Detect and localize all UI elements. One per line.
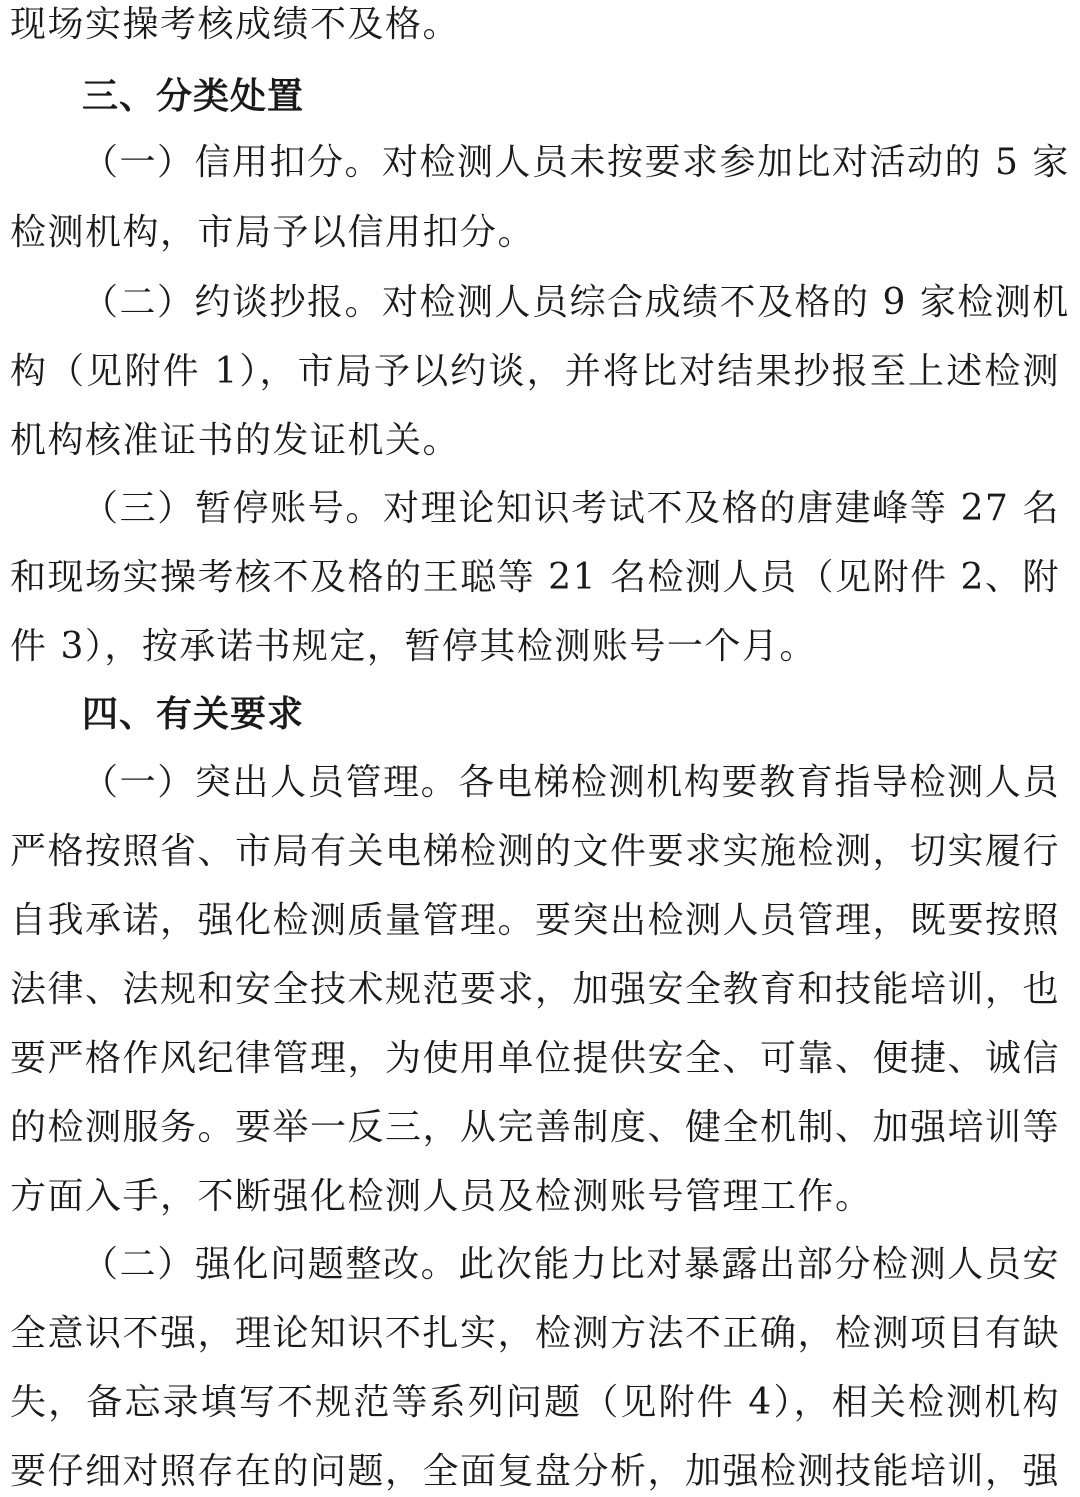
paragraph-line: 失，备忘录填写不规范等系列问题（见附件 4），相关检测机构: [10, 1382, 1060, 1423]
paragraph-line: （一）突出人员管理。各电梯检测机构要教育指导检测人员: [82, 762, 1060, 803]
paragraph-line: 检测机构，市局予以信用扣分。: [10, 212, 536, 253]
paragraph-line: （一）信用扣分。对检测人员未按要求参加比对活动的 5 家: [82, 142, 1070, 183]
paragraph-line: 严格按照省、市局有关电梯检测的文件要求实施检测，切实履行: [10, 831, 1061, 872]
section-heading-3: 三、分类处置: [82, 76, 305, 117]
paragraph-line: （二）强化问题整改。此次能力比对暴露出部分检测人员安: [82, 1244, 1060, 1285]
paragraph-line: 方面入手，不断强化检测人员及检测账号管理工作。: [10, 1176, 873, 1217]
paragraph-line: 要严格作风纪律管理，为使用单位提供安全、可靠、便捷、诚信: [10, 1038, 1061, 1079]
paragraph-line: 和现场实操考核不及格的王聪等 21 名检测人员（见附件 2、附: [10, 557, 1060, 598]
paragraph-line: 要仔细对照存在的问题，全面复盘分析，加强检测技能培训，强: [10, 1451, 1061, 1492]
paragraph-line: 法律、法规和安全技术规范要求，加强安全教育和技能培训，也: [10, 969, 1061, 1010]
section-heading-4: 四、有关要求: [82, 694, 305, 735]
paragraph-line: 全意识不强，理论知识不扎实，检测方法不正确，检测项目有缺: [10, 1313, 1061, 1354]
paragraph-line: 自我承诺，强化检测质量管理。要突出检测人员管理，既要按照: [10, 900, 1061, 941]
paragraph-line: 件 3），按承诺书规定，暂停其检测账号一个月。: [10, 626, 817, 667]
paragraph-line: （二）约谈抄报。对检测人员综合成绩不及格的 9 家检测机: [82, 282, 1070, 323]
paragraph-line: 机构核准证书的发证机关。: [10, 420, 461, 461]
paragraph-line: 构（见附件 1），市局予以约谈，并将比对结果抄报至上述检测: [10, 351, 1060, 392]
paragraph-line: （三）暂停账号。对理论知识考试不及格的唐建峰等 27 名: [82, 488, 1060, 529]
paragraph-line: 的检测服务。要举一反三，从完善制度、健全机制、加强培训等: [10, 1107, 1061, 1148]
paragraph-line: 现场实操考核成绩不及格。: [10, 4, 461, 45]
